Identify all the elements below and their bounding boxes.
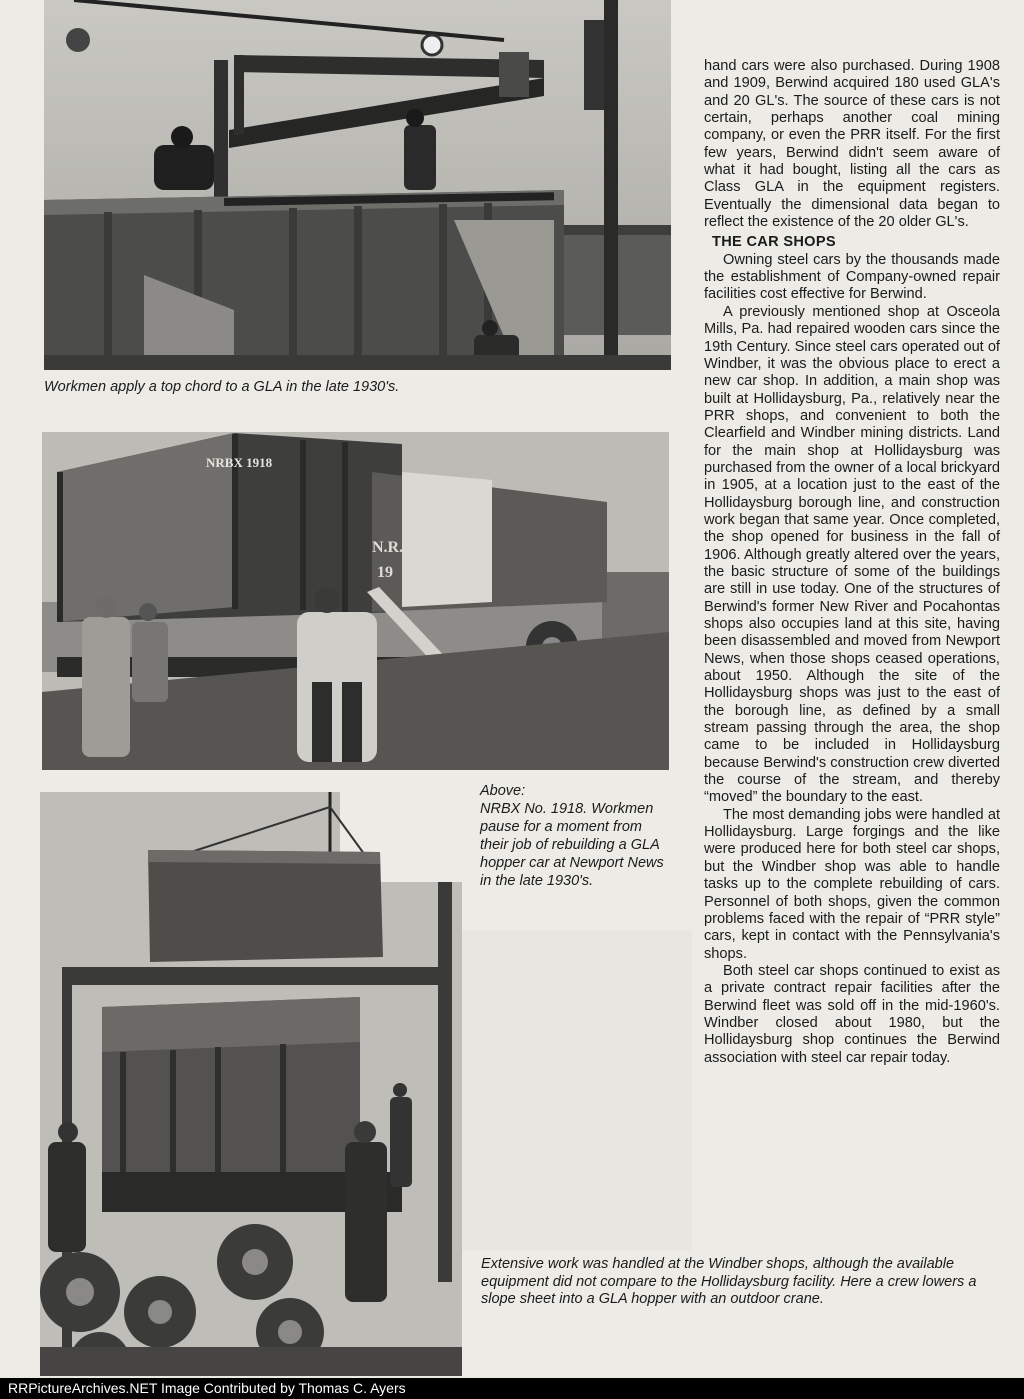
car-marking-nr-number: 19	[377, 564, 393, 581]
bleed-through-texture	[680, 46, 684, 61]
photo-windber-crane	[40, 792, 462, 1376]
article-paragraph-3: A previously mentioned shop at Osceola Mills, Pa. had repaired wooden cars since the 19th Century. Since steel cars operated out of Windber, it was the obvious place to erect a new car shop. In addition, a main shop was built at Hollidaysburg, Pa., relatively near the PRR shops, and convenient to both the Clearfield and Windber mining districts. Land for the main shop at Hollidaysburg was purchased from the owner of a local brickyard in 1905, at a location just to the east of the Hollidaysburg borough line, and construction work began that same year. Once completed, the shop opened for business in the fall of 1906. Although greatly altered over the years, the basic structure of some of the buildings are still in use today. One of the structures of Berwind's former New River and Pocahontas shops also occupies land at this site, having been disassembled and moved from Newport News, when those shops ceased operations, about 1950. Although the site of the Hollidaysburg shops was just to the east of the borough line, as defined by a small stream passing through the area, the shop came to be included in Hollidaysburg because Berwind's construction crew diverted the course of the stream, and thereby “moved” the boundary to the east.	[704, 303, 1000, 806]
article-paragraph-2: Owning steel cars by the thousands made the establishment of Company-owned repair facilities cost effective for Berwind.	[704, 251, 1000, 303]
footer-credit: RRPictureArchives.NET Image Contributed by Thomas C. Ayers	[0, 1378, 1024, 1399]
photo-nrbx-1918	[42, 432, 669, 770]
photo-top-chord	[44, 0, 671, 370]
article-paragraph-1: hand cars were also purchased. During 1908 and 1909, Berwind acquired 180 used GLA's and 20 GL's. The source of these cars is not certain, perhaps another coal mining company, or even the PRR itself. For the first few years, Berwind didn't seem aware of what it had bought, listing all the cars as Class GLA in the equipment registers. Eventually the dimensional data began to reflect the existence of the 20 older GL's.	[704, 58, 1000, 231]
caption-bottom-photo: Extensive work was handled at the Windber shops, although the available equipment did not compare to the Hollidaysburg facility. Here a crew lowers a slope sheet into a GLA hopper with an outdoor crane.	[481, 1256, 977, 1307]
article-paragraph-4: The most demanding jobs were handled at Hollidaysburg. Large forgings and the like were produced here for both steel car shops, but the Windber shop was able to handle tasks up to the complete rebuilding of cars. Personnel of both shops, given the common problems faced with the repair of “PRR style” cars, kept in contact with the Pennsylvania's shops.	[704, 806, 1000, 962]
caption-middle-text: NRBX No. 1918. Workmen pause for a moment from their job of rebuilding a GLA hopper car at Newport News in the late 1930's.	[480, 801, 664, 889]
article-column	[704, 58, 1000, 1067]
bleed-through-patch	[462, 930, 692, 1250]
article-paragraph-5: Both steel car shops continued to exist as a private contract repair facilities after the Berwind fleet was sold off in the mid-1960's. Windber closed about 1980, but the Hollidaysburg shop continues the Berwind association with steel car repair today.	[704, 962, 1000, 1066]
car-marking-nrbx: NRBX 1918	[206, 455, 273, 470]
section-heading-car-shops: THE CAR SHOPS	[712, 234, 836, 251]
caption-top-photo: Workmen apply a top chord to a GLA in the late 1930's.	[44, 379, 400, 395]
caption-middle-label: Above:	[480, 783, 526, 799]
caption-middle-photo	[480, 782, 670, 890]
car-marking-nr: N.R.	[372, 539, 404, 556]
